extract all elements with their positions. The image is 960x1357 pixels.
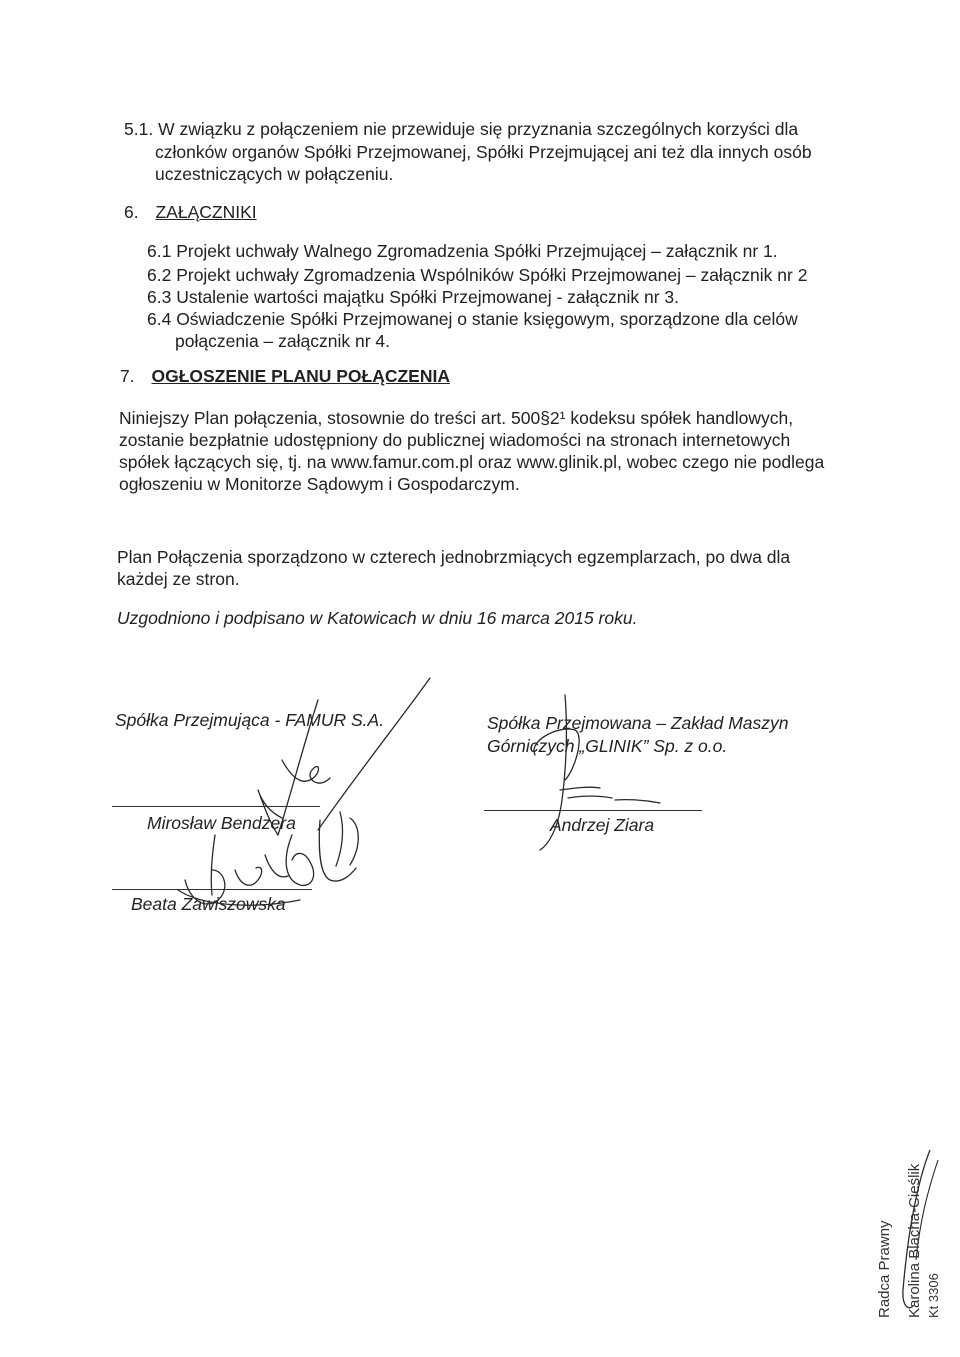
attachment-item-2: 6.2 Projekt uchwały Zgromadzenia Wspólników Spółki Przejmowanej – załącznik nr 2 [147,265,808,285]
right-company-label-2: Górniczych „GLINIK” Sp. z o.o. [487,736,728,756]
left-company-label: Spółka Przejmująca - FAMUR S.A. [115,710,385,730]
section-number: 5.1. [124,119,154,139]
section-number: 6. [124,202,139,222]
paragraph-line: Plan Połączenia sporządzono w czterech jednobrzmiących egzemplarzach, po dwa dla [117,547,791,567]
stamp-line-2: Karolina Blacha-Cieślik [906,1163,923,1318]
attachment-item-4-cont: połączenia – załącznik nr 4. [175,331,390,351]
left-signer-1: Mirosław Bendzera [147,813,296,833]
stamp-line-3: Kt 3306 [926,1273,941,1318]
left-signer-2: Beata Zawiszowska [131,894,286,914]
stamp-line-1: Radca Prawny [876,1220,893,1318]
paragraph-line: zostanie bezpłatnie udostępniony do publicznej wiadomości na stronach internetowych [119,430,791,450]
paragraph-line: uczestniczących w połączeniu. [155,164,394,184]
attachment-item-3: 6.3 Ustalenie wartości majątku Spółki Przejmowanej - załącznik nr 3. [147,287,680,307]
section-number: 7. [120,366,135,386]
right-company-label-1: Spółka Przejmowana – Zakład Maszyn [487,713,789,733]
signature-stroke [318,678,430,830]
paragraph-line: W związku z połączeniem nie przewiduje się przyznania szczególnych korzyści dla [158,119,799,139]
paragraph-line: ogłoszeniu w Monitorze Sądowym i Gospodarczym. [119,474,520,494]
right-signer: Andrzej Ziara [550,815,655,835]
lawyer-stamp [868,1140,948,1320]
paragraph-line: Niniejszy Plan połączenia, stosownie do treści art. 500§2¹ kodeksu spółek handlowych, [119,408,794,428]
attachment-item-1: 6.1 Projekt uchwały Walnego Zgromadzenia Spółki Przejmującej – załącznik nr 1. [147,241,778,261]
signing-statement: Uzgodniono i podpisano w Katowicach w dniu 16 marca 2015 roku. [117,608,638,628]
paragraph-line: spółek łączących się, tj. na www.famur.com.pl oraz www.glinik.pl, wobec czego nie podlega [119,452,825,472]
paragraph-line: każdej ze stron. [117,569,240,589]
section-title: OGŁOSZENIE PLANU POŁĄCZENIA [151,366,450,386]
section-title: ZAŁĄCZNIKI [155,202,257,222]
attachment-item-4: 6.4 Oświadczenie Spółki Przejmowanej o stanie księgowym, sporządzone dla celów [147,309,798,329]
paragraph-line: członków organów Spółki Przejmowanej, Spółki Przejmującej ani też dla innych osób [155,142,812,162]
